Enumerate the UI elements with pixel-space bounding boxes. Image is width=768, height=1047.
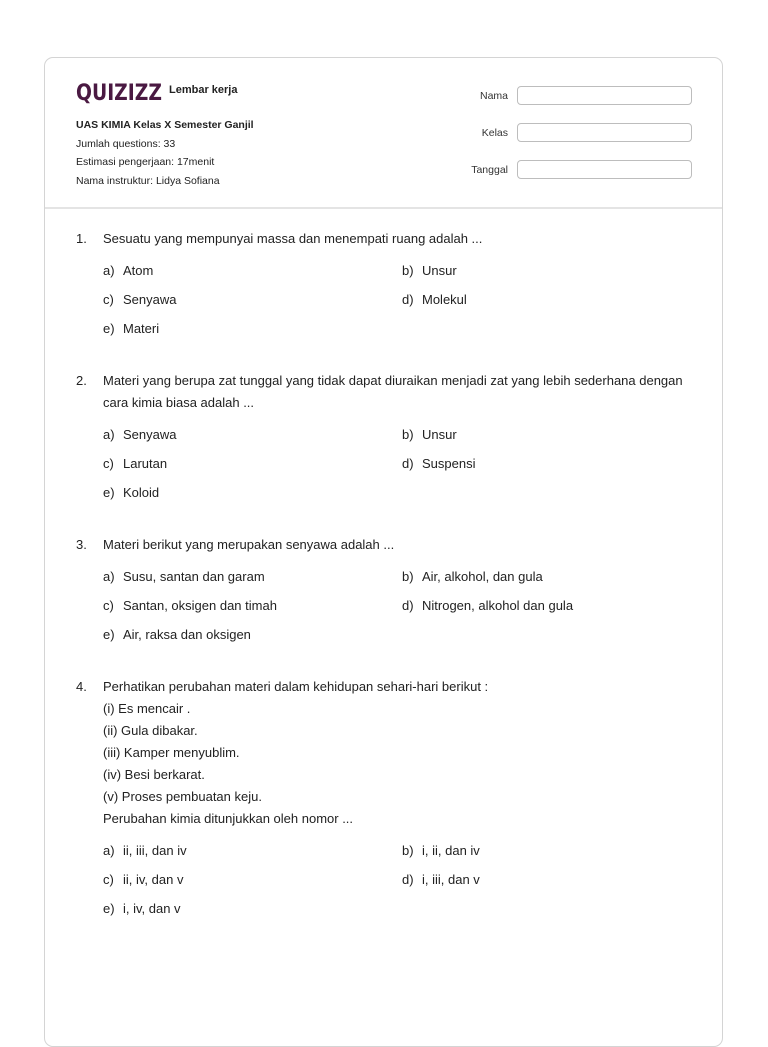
option-c[interactable] (103, 595, 402, 617)
question-number: 1. (76, 231, 87, 246)
worksheet-page (44, 57, 723, 1047)
question-line: (v) Proses pembuatan keju. (103, 789, 262, 804)
question-text (103, 370, 683, 414)
question-2 (76, 370, 696, 504)
option-b[interactable] (402, 566, 701, 588)
question-stem (76, 534, 696, 556)
option-b[interactable] (402, 424, 701, 446)
worksheet-title: UAS KIMIA Kelas X Semester Ganjil (76, 119, 254, 131)
quizizz-logo (76, 78, 164, 106)
question-number: 2. (76, 373, 87, 388)
option-text: Unsur (422, 263, 457, 278)
question-line: Materi yang berupa zat tunggal yang tidak dapat diuraikan menjadi zat yang lebih sederhana dengan (103, 373, 683, 388)
question-number: 4. (76, 679, 87, 694)
option-letter: b) (402, 427, 414, 442)
option-letter: b) (402, 843, 414, 858)
option-letter: a) (103, 569, 115, 584)
option-c[interactable] (103, 453, 402, 475)
option-letter: a) (103, 427, 115, 442)
option-a[interactable] (103, 260, 402, 282)
name-input[interactable] (517, 86, 692, 105)
option-d[interactable] (402, 453, 701, 475)
option-list (103, 424, 696, 504)
option-text: Air, raksa dan oksigen (123, 627, 251, 642)
question-3 (76, 534, 696, 646)
name-field (480, 86, 692, 105)
option-text: Koloid (123, 485, 160, 500)
time-estimate: Estimasi pengerjaan: 17menit (76, 156, 215, 168)
option-list (103, 566, 696, 646)
option-text: Senyawa (123, 292, 177, 307)
option-letter: b) (402, 263, 414, 278)
question-line: (iii) Kamper menyublim. (103, 745, 240, 760)
option-text: Unsur (422, 427, 457, 442)
name-label: Nama (479, 89, 508, 102)
option-letter: d) (402, 292, 414, 307)
option-letter: e) (103, 901, 115, 916)
class-field (482, 123, 692, 142)
option-a[interactable] (103, 840, 402, 862)
question-text (103, 676, 488, 830)
option-list (103, 260, 696, 340)
worksheet-type-label: Lembar kerja (169, 84, 238, 96)
option-e[interactable] (103, 482, 402, 504)
question-number: 3. (76, 537, 87, 552)
option-text: Santan, oksigen dan timah (123, 598, 277, 613)
option-d[interactable] (402, 289, 701, 311)
option-text: Larutan (123, 456, 168, 471)
option-letter: d) (402, 456, 414, 471)
svg-text:QUIZIZZ: QUIZIZZ (76, 81, 162, 106)
question-line: Materi berikut yang merupakan senyawa adalah ... (103, 537, 395, 552)
question-line: (ii) Gula dibakar. (103, 723, 198, 738)
option-letter: c) (103, 872, 114, 887)
option-text: i, iv, dan v (123, 901, 181, 916)
class-input[interactable] (517, 123, 692, 142)
question-line: Sesuatu yang mempunyai massa dan menempati ruang adalah ... (103, 231, 483, 246)
class-label: Kelas (481, 126, 508, 139)
date-input[interactable] (517, 160, 692, 179)
option-text: Molekul (422, 292, 467, 307)
brand (76, 78, 237, 106)
question-line: cara kimia biasa adalah ... (103, 395, 255, 410)
instructor-name: Nama instruktur: Lidya Sofiana (76, 174, 220, 187)
question-stem (76, 676, 696, 830)
option-letter: d) (402, 598, 414, 613)
question-stem (76, 228, 696, 250)
date-label: Tanggal (471, 163, 508, 176)
worksheet-header (45, 58, 722, 209)
option-text: Senyawa (123, 427, 177, 442)
option-letter: b) (402, 569, 414, 584)
option-b[interactable] (402, 840, 701, 862)
worksheet-meta (76, 116, 254, 190)
question-1 (76, 228, 696, 340)
option-c[interactable] (103, 869, 402, 891)
option-letter: e) (103, 485, 115, 500)
option-letter: c) (103, 292, 114, 307)
question-count: Jumlah questions: 33 (76, 137, 176, 150)
option-letter: d) (402, 872, 414, 887)
question-stem (76, 370, 696, 414)
option-letter: a) (103, 263, 115, 278)
date-field (471, 160, 692, 179)
option-d[interactable] (402, 595, 701, 617)
option-a[interactable] (103, 566, 402, 588)
question-text (103, 228, 482, 250)
option-text: Atom (123, 263, 154, 278)
question-line: Perubahan kimia ditunjukkan oleh nomor ... (103, 811, 354, 826)
option-letter: c) (103, 456, 114, 471)
option-text: Air, alkohol, dan gula (422, 569, 543, 584)
question-line: (i) Es mencair . (103, 701, 191, 716)
option-text: Materi (123, 321, 160, 336)
question-line: (iv) Besi berkarat. (103, 767, 205, 782)
option-letter: e) (103, 627, 115, 642)
option-letter: c) (103, 598, 114, 613)
option-e[interactable] (103, 898, 402, 920)
option-text: ii, iv, dan v (123, 872, 184, 887)
option-list (103, 840, 696, 920)
question-text (103, 534, 394, 556)
question-line: Perhatikan perubahan materi dalam kehidupan sehari-hari berikut : (103, 679, 489, 694)
option-d[interactable] (402, 869, 701, 891)
option-a[interactable] (103, 424, 402, 446)
option-text: ii, iii, dan iv (123, 843, 187, 858)
option-e[interactable] (103, 318, 402, 340)
option-c[interactable] (103, 289, 402, 311)
option-text: Suspensi (422, 456, 476, 471)
question-4 (76, 676, 696, 920)
option-e[interactable] (103, 624, 402, 646)
option-letter: a) (103, 843, 115, 858)
option-b[interactable] (402, 260, 701, 282)
question-list (76, 228, 696, 950)
option-text: i, iii, dan v (422, 872, 480, 887)
option-text: i, ii, dan iv (422, 843, 480, 858)
option-text: Susu, santan dan garam (123, 569, 265, 584)
option-text: Nitrogen, alkohol dan gula (422, 598, 574, 613)
option-letter: e) (103, 321, 115, 336)
